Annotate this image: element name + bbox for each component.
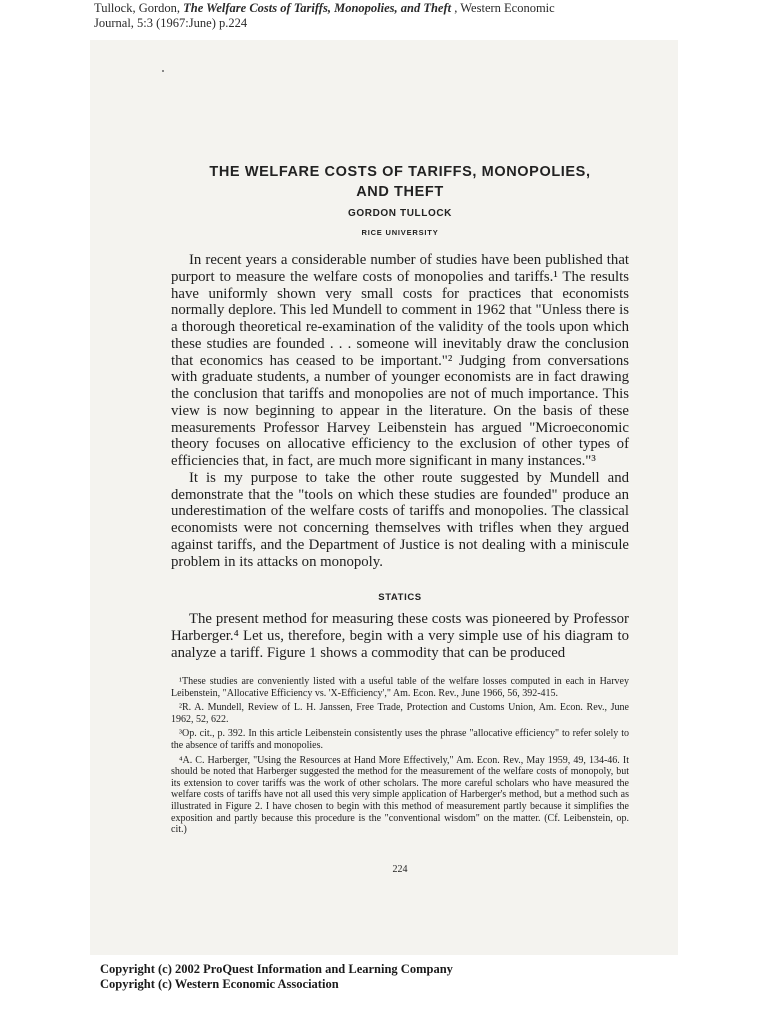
- intro-body: [171, 252, 629, 570]
- paper-affiliation: RICE UNIVERSITY: [361, 228, 439, 237]
- statics-body: [171, 611, 629, 661]
- paper-author: GORDON TULLOCK: [348, 208, 452, 219]
- citation-author: Tullock, Gordon,: [94, 1, 181, 15]
- paper-title-line-1: THE WELFARE COSTS OF TARIFFS, MONOPOLIES,: [209, 164, 591, 180]
- paper-title: [150, 162, 650, 202]
- footnotes: [171, 676, 629, 836]
- intro-paragraph-2: It is my purpose to take the other route suggested by Mundell and demonstrate that the "tools on which these studies are founded" produce an underestimation of the welfare costs of tariffs and monopolies. The classical economists were not concerning themselves with trifles when they argued against tariffs, and the Department of Justice is not dealing with a miniscule problem in its attacks on monopoly.: [171, 469, 629, 570]
- copyright-line-1: Copyright (c) 2002 ProQuest Information and Learning Company: [100, 962, 453, 976]
- citation-header: [94, 1, 734, 31]
- scan-speck: [162, 70, 164, 72]
- intro-paragraph-1: In recent years a considerable number of studies have been published that purport to measure the welfare costs of monopolies and tariffs.¹ The results have uniformly shown very small costs for practices that economists normally deplore. This led Mundell to comment in 1962 that "Unless there is a thorough theoretical re-examination of the validity of the tools upon which these studies are founded . . . someone will inevitably draw the conclusion that economics has ceased to be important."² Judging from conversations with graduate students, a number of younger economists are in fact drawing the conclusion that tariffs and monopolies are not of much importance. This view is now beginning to appear in the literature. On the basis of these measurements Professor Harvey Leibenstein has argued "Microeconomic theory focuses on allocative efficiency to the exclusion of other types of efficiencies that, in fact, are much more significant in many instances."³: [171, 252, 629, 469]
- paper-title-line-2: AND THEFT: [356, 184, 444, 200]
- footnote-1: ¹These studies are conveniently listed with a useful table of the welfare losses computed in each in Harvey Leibenstein, "Allocative Efficiency vs. 'X-Efficiency'," Am. Econ. Rev., June 1966, 56, 392-415.: [171, 676, 629, 699]
- citation-journal: , Western Economic: [454, 1, 555, 15]
- scanned-page: [90, 40, 678, 955]
- section-heading-statics: STATICS: [378, 592, 422, 603]
- citation-details: Journal, 5:3 (1967:June) p.224: [94, 16, 248, 30]
- statics-paragraph: The present method for measuring these costs was pioneered by Professor Harberger.⁴ Let us, therefore, begin with a very simple use of his diagram to analyze a tariff. Figure 1 shows a commodity that can be produced: [171, 611, 629, 661]
- footnote-2: ²R. A. Mundell, Review of L. H. Janssen, Free Trade, Protection and Customs Union, Am. Econ. Rev., June 1962, 52, 622.: [171, 702, 629, 725]
- footnote-4: ⁴A. C. Harberger, "Using the Resources at Hand More Effectively," Am. Econ. Rev., May 1959, 49, 134-46. It should be noted that Harberger suggested the method for the measurement of the welfare costs of monopoly, but its extension to cover tariffs was the work of other scholars. The more careful scholars who have measured the welfare costs of tariffs have not all used this very simple application of Harberger's method, but a method such as illustrated in Figure 2. I have chosen to begin with this method of measurement partly because it simplifies the exposition and partly because this procedure is the "conventional wisdom" on the matter. (Cf. Leibenstein, op. cit.): [171, 754, 629, 836]
- citation-title: The Welfare Costs of Tariffs, Monopolies, and Theft: [183, 1, 452, 15]
- copyright-line-2: Copyright (c) Western Economic Association: [100, 977, 339, 991]
- footnote-3: ³Op. cit., p. 392. In this article Leibenstein consistently uses the phrase "allocative efficiency" to refer solely to the absence of tariffs and monopolies.: [171, 728, 629, 751]
- page-number: 224: [392, 864, 408, 875]
